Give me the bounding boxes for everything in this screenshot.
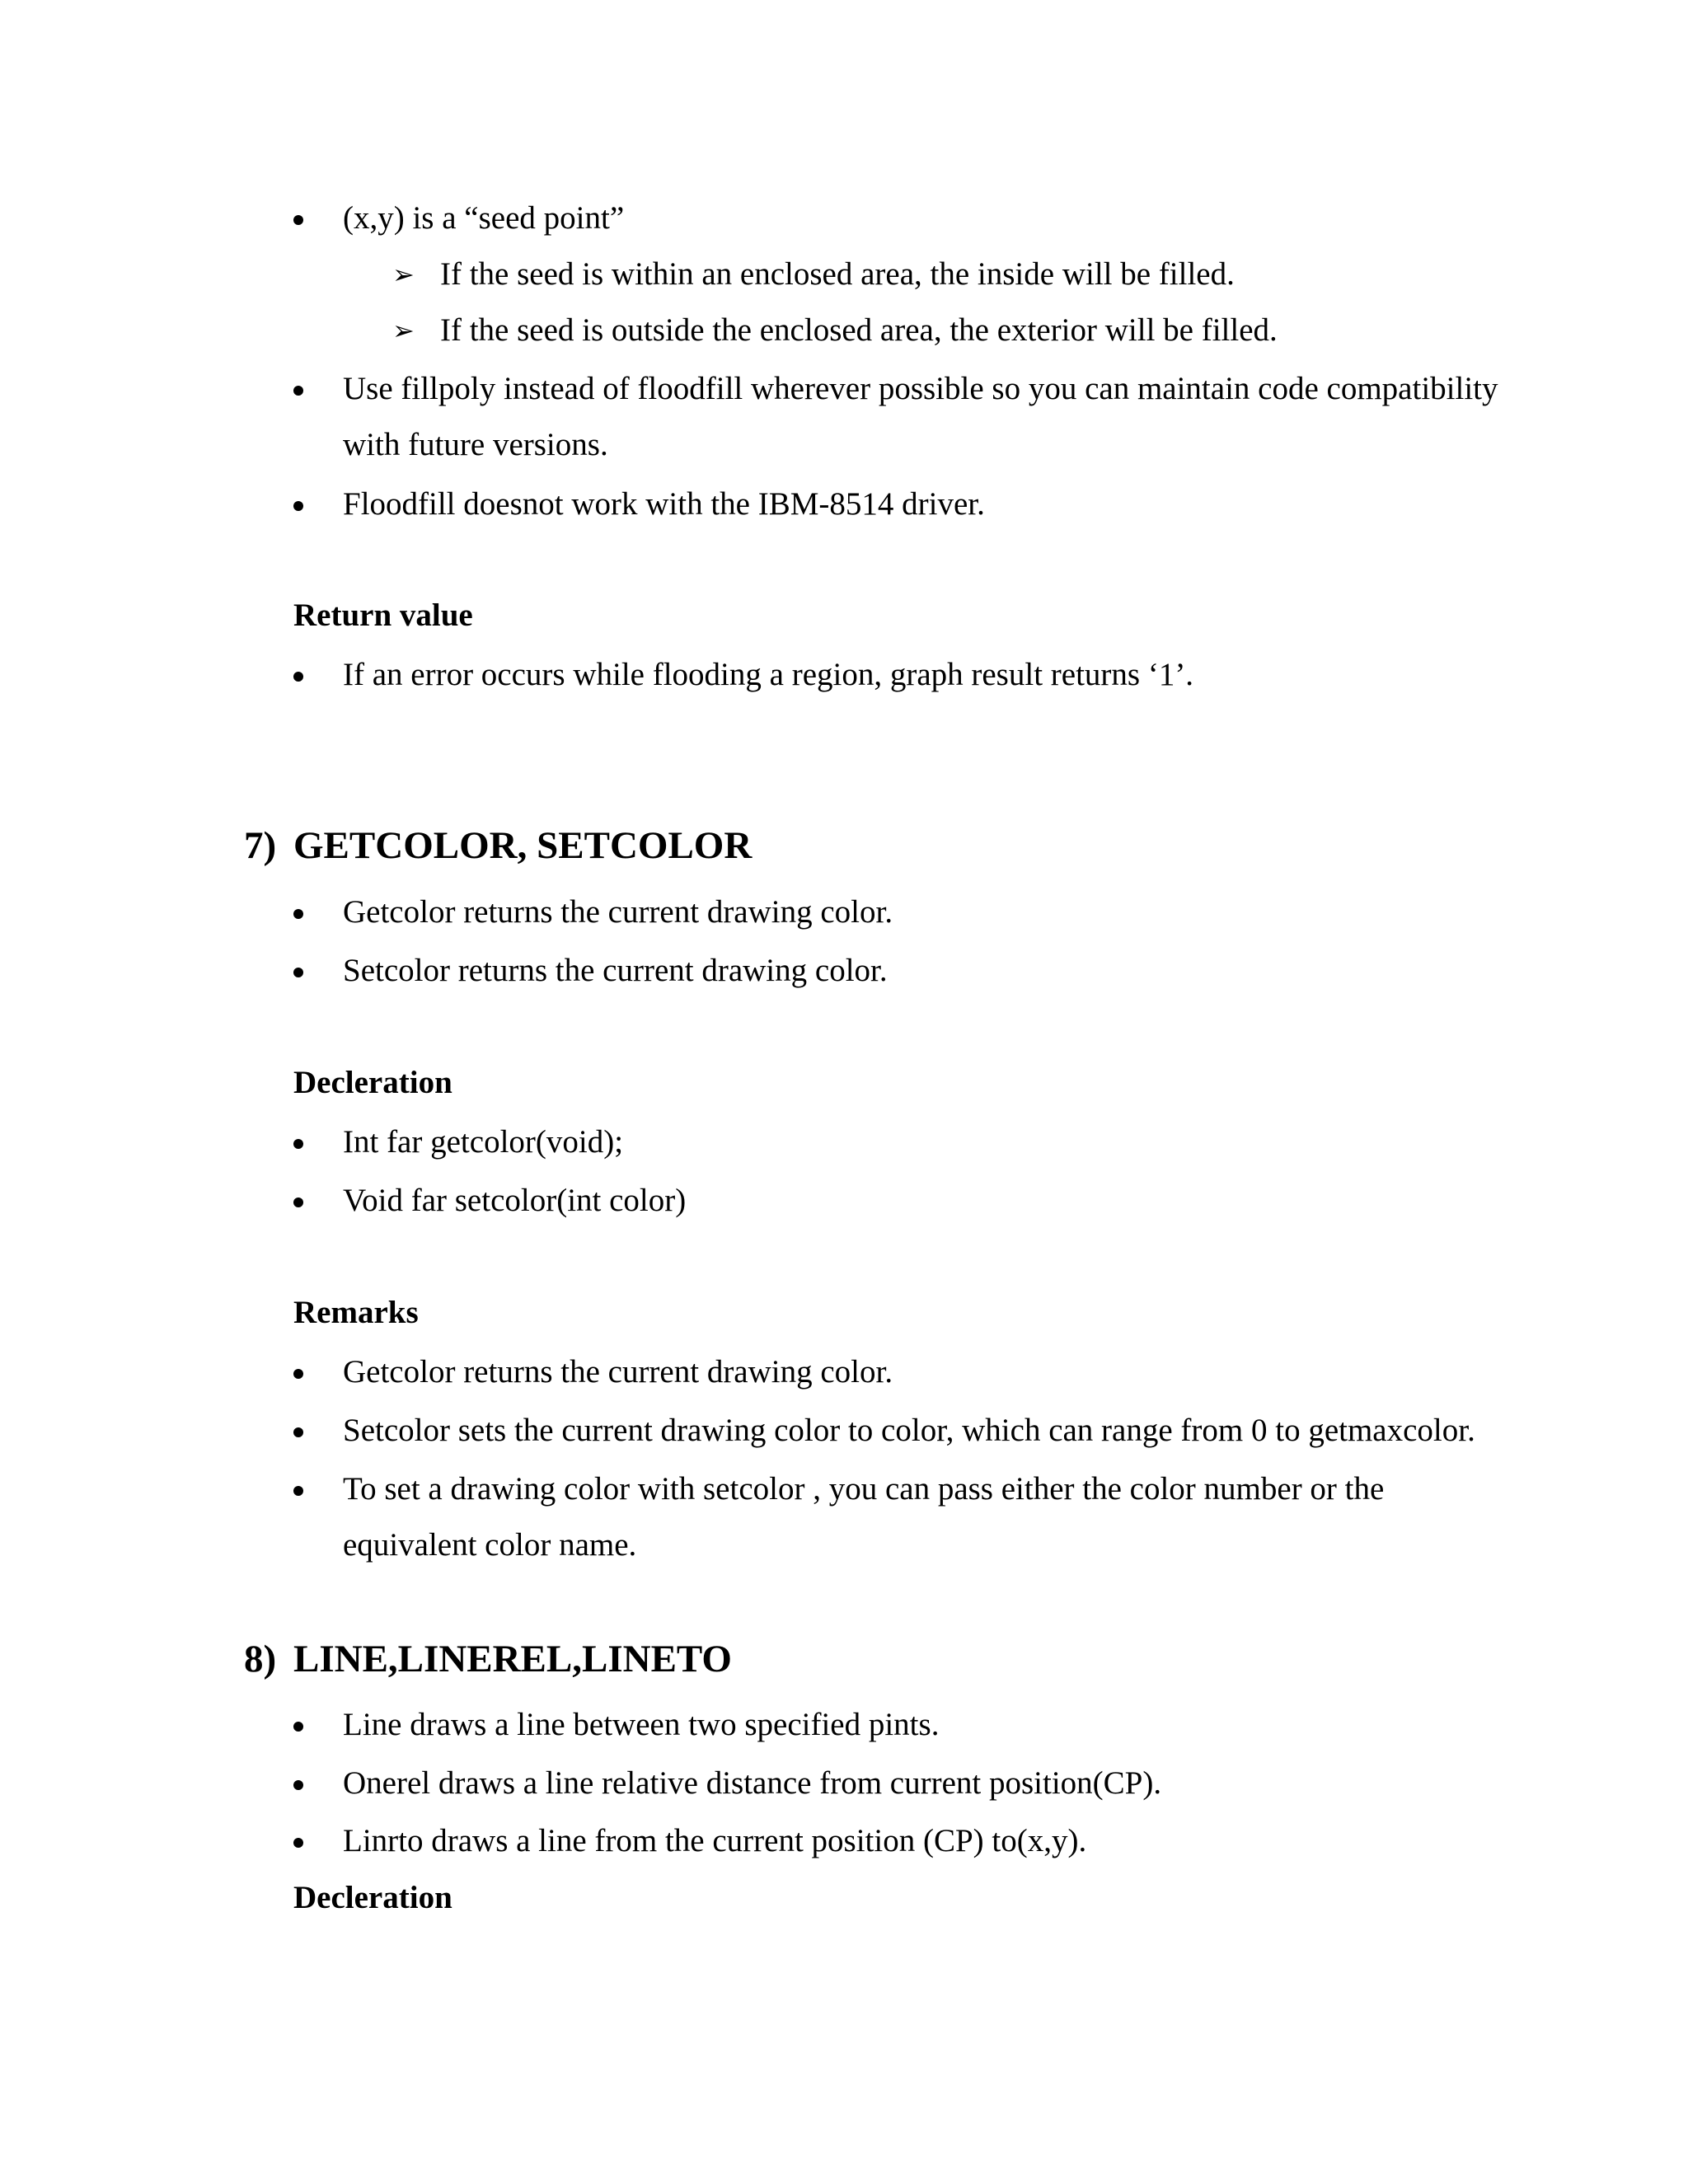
- list-item: Line draws a line between two specified pints.: [343, 1707, 940, 1742]
- section-number: 7): [244, 824, 277, 867]
- bullet-icon: [293, 1181, 303, 1207]
- bullet-icon: [293, 1469, 303, 1496]
- bullet-icon: [293, 1764, 303, 1790]
- bullet-icon: [293, 893, 303, 919]
- subheading-return-value: Return value: [293, 598, 473, 633]
- section-number: 8): [244, 1638, 277, 1680]
- list-item: Setcolor returns the current drawing color.: [343, 953, 888, 988]
- arrow-bullet-icon: ➢: [392, 259, 415, 290]
- list-item: Getcolor returns the current drawing color.: [343, 1354, 893, 1390]
- section-heading-8: [244, 1636, 732, 1682]
- list-item-continuation: equivalent color name.: [343, 1527, 637, 1563]
- list-item: Getcolor returns the current drawing color.: [343, 894, 893, 930]
- list-item-continuation: with future versions.: [343, 427, 608, 462]
- list-item: Int far getcolor(void);: [343, 1124, 624, 1160]
- sub-list-item: If the seed is outside the enclosed area, the exterior will be filled.: [440, 312, 1278, 348]
- bullet-icon: [293, 1411, 303, 1437]
- bullet-icon: [293, 369, 303, 396]
- list-item: Setcolor sets the current drawing color to color, which can range from 0 to getmaxcolor.: [343, 1413, 1475, 1448]
- bullet-icon: [293, 199, 303, 225]
- bullet-icon: [293, 951, 303, 977]
- list-item: Linrto draws a line from the current position (CP) to(x,y).: [343, 1823, 1087, 1858]
- sub-list-item: If the seed is within an enclosed area, the inside will be filled.: [440, 256, 1235, 292]
- bullet-icon: [293, 1705, 303, 1732]
- section-title: LINE,LINEREL,LINETO: [293, 1638, 732, 1680]
- list-item: If an error occurs while flooding a region, graph result returns ‘1’.: [343, 657, 1194, 692]
- list-item: Use fillpoly instead of floodfill wherever possible so you can maintain code compatibility: [343, 371, 1498, 406]
- section-title: GETCOLOR, SETCOLOR: [293, 824, 753, 867]
- list-item: (x,y) is a “seed point”: [343, 200, 625, 236]
- subheading-decleration: Decleration: [293, 1065, 452, 1100]
- bullet-icon: [293, 1352, 303, 1379]
- section-heading-7: [244, 823, 752, 869]
- list-item: To set a drawing color with setcolor , you can pass either the color number or the: [343, 1471, 1385, 1507]
- bullet-icon: [293, 655, 303, 682]
- list-item: Void far setcolor(int color): [343, 1183, 687, 1218]
- bullet-icon: [293, 1821, 303, 1848]
- bullet-icon: [293, 485, 303, 511]
- bullet-icon: [293, 1122, 303, 1149]
- subheading-decleration: Decleration: [293, 1880, 452, 1915]
- arrow-bullet-icon: ➢: [392, 315, 415, 346]
- list-item: Onerel draws a line relative distance from current position(CP).: [343, 1765, 1162, 1801]
- list-item: Floodfill doesnot work with the IBM-8514 driver.: [343, 486, 985, 522]
- subheading-remarks: Remarks: [293, 1295, 419, 1330]
